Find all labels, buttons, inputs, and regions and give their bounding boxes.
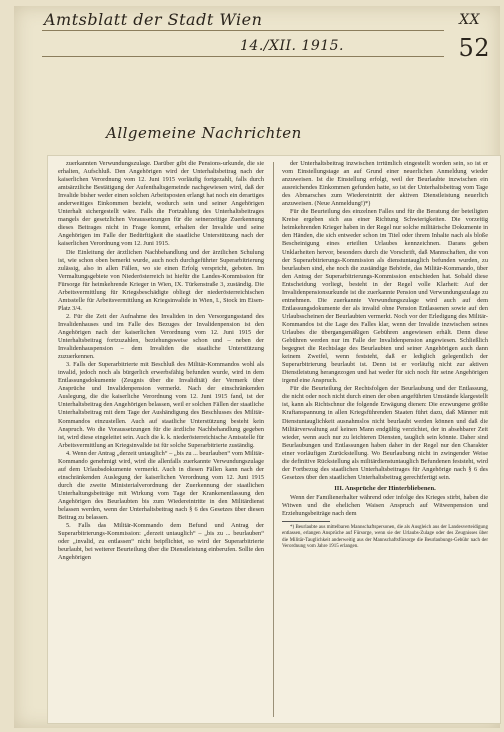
footnote: *) Beurlaubte aus mittelbaren Mannschaftspersonen, die als Ausgleich aus der Landesverteidigung entlassen, erlangen Ansprüche auf Fürsorge, wenn sie der Urlaubs-Zulage oder des Zeugnisses über die Militär-Tauglichkeit anderweitig aus der Mannschaftsfürsorge die Beurlaubungs-Gebühr nach der Verordnung vom Jahre 1915 erlangen. — [282, 525, 488, 549]
paragraph: 4. Wenn der Antrag „derzeit untauglich“ – „bis zu ... beurlauben“ vom Militär-Kommando genehmigt wird, wird die allenfalls zuerkannte Verwundungszulage auf dem Urlaubsdokumente vermerkt. Auch in diesen Fällen kann nach der einschränkenden Auslegung der kaiserlichen Verordnung vom 12. Juni 1915 durch die zweite Ministerialverordnung der Zuerkennung der staatlichen Unterhaltungsbeiträge mit Wirkung vom Tage der Krankenentlassung den Angehörigen des Beurlaubten bis zum Wiedereintritte in den Militärdienst belassen werden, wenn der Unterhaltsbeitrag nach § 6 des Gesetzes über diesen Beitrag zu belassen. — [58, 449, 264, 522]
date-underline — [42, 56, 444, 57]
paragraph: Wenn der Familienerhalter während oder infolge des Krieges stirbt, haben die Witwen und die ehelichen Waisen Anspruch auf Witwenpension und Erziehungsbeiträge nach dem — [282, 493, 488, 518]
clipping-left-column — [58, 160, 264, 562]
handwritten-corner-mark: XX — [459, 12, 480, 28]
paragraph: zuerkannten Verwundungszulage. Darüber gibt die Pensions-urkunde, die sie erhalten, Aufschluß. Den Angehörigen wird der Unterhaltsbeitrag nach der kaiserlichen Verordnung vom 12. Juni 1915 vorläufig fortgezahlt, falls durch amtsärztliche Bestätigung der Aufenthaltsgemeinde nachgewiesen wird, daß der Invalide bisher weder einen solchen Arbeitsposten erlangt hat noch ein derartiges anderweitiges Einkommen bezieht, wodurch sein und seiner Angehörigen Unterhalt sichergestellt wäre. Falls die Fortzahlung des Unterhaltsbeitrages mangels der gesetzlichen Voraussetzungen für die seinerzeitige Zuerkennung dieses Beitrages nicht in Frage kommt, erhalten der Invalide und seine Angehörigen im Falle der Bedürftigkeit die staatliche Unterstützung nach der kaiserlichen Verordnung vom 12. Juni 1915. — [58, 160, 264, 248]
paragraph: 2. Für die Zeit der Aufnahme des Invaliden in den Versorgungsstand des Invalidenhauses und im Falle des Bezuges der Invalidenpension ist den Angehörigen nach der kaiserlichen Verordnung vom 12. Juni 1915 der Unterhaltsbeitrag fortzuzahlen, beziehungsweise schon und – neben der Invalidenhauspension – dem Invaliden die staatliche Unterstützung zuzuerkennen. — [58, 312, 264, 361]
section-heading: III. Ansprüche der Hinterbliebenen. — [334, 484, 436, 492]
handwritten-page-number: 52 — [458, 34, 490, 62]
paragraph: Die Einleitung der ärztlichen Nachbehandlung und der ärztlichen Schulung ist, wie schon oben bemerkt wurde, auch noch durchgeführter Superarbitrierung zulässig, also in allen Fällen, wo sie einen Erfolg verspricht, geboten. Im Vermaltungsgebiete von Niederösterreich ist hiefür die Landes-Kommission für Fürsorge für heimkehrende Krieger in Wien, IX. Türkenstraße 3, zuständig. Die Arbeitsvermittlung für Kriegsbeschädigte obliegt der niederösterreichischen Amtsstelle für Arbeitsvermittlung an Kriegsinvalide in Wien, I., Stock im Eisen-Platz 3/4. — [58, 248, 264, 312]
paragraph: 5. Falls das Militär-Kommando dem Befund und Antrag der Superarbitrierungs-Kommission: „derzeit untauglich“ – „bis zu ... beurlauben“ oder „invalid, zu entlassen“ nicht beipflichtet, so wird der Superarbitrierte beurlaubt, bei weiterer Beurteilung über die Dienstleistung einberufen. Sollte den Angehörigen — [58, 522, 264, 562]
handwritten-title: Amtsblatt der Stadt Wien — [44, 10, 263, 29]
paragraph: 3. Falls der Superarbitrierte mit Beschluß des Militär-Kommandos wohl als invalid, jedoch noch als bürgerlich erwerbsfähig befunden wurde, wird in dem Entlassungsdokumente (Zeugnis über die Invalidität) der Vermerk über Ansprüche und Invalidenpension vermerkt. Nach der einschränkenden Auslegung, die die kaiserliche Verordnung vom 12. Juni 1915 fand, ist der Unterhaltsbeitrag den Angehörigen belassen, weil er solchen Fällen der staatliche Unterhaltsbeitrag mit dem Tage der Aushändigung des Beschlusses des Militär-Kommandos einzustellen. Auch auf staatliche Unterstützung besteht kein Anspruch. Wo die Voraussetzungen für die ärztliche Nachbehandlung gegeben ist, wird diese eingeleitet sein. Auch die k. k. niederösterreichische Amtsstelle für Arbeitsvermittlung an Kriegsinvalide ist für solche Superarbitrierte zuständig. — [58, 361, 264, 449]
footnote-separator — [282, 521, 330, 522]
handwritten-topic: Allgemeine Nachrichten — [106, 124, 302, 142]
paragraph: der Unterhaltsbeitrag inzwischen irrtümlich eingestellt worden sein, so ist er vom Einstellungstage an auf Grund einer neuerlichen Anmeldung wieder anzuweisen. Ist die Einstellung erfolgt, weil der Beurlaubte inzwischen ein ausreichendes Einkommen gefunden hatte, so ist der Unterhaltsbeitrag vom Tage des Abmarsches zum Wiedereintritt der aktiven Dienstleistung neuerlich anzuweisen. (Neue Anmeldung!)*) — [282, 160, 488, 208]
clipping-right-column — [282, 160, 488, 550]
column-divider — [273, 162, 274, 717]
newspaper-clipping — [47, 155, 501, 724]
title-underline — [42, 30, 444, 31]
paragraph: Für die Beurteilung des einzelnen Falles und für die Beratung der beteiligten Kreise ergeben sich aus einer Richtung Schwierigkeiten. Die vorzeitig heimkehrenden Krieger haben in der Regel nur solche militärische Dokumente in den Händen, die sich entweder schon im Titel oder ihrem Inhalte nach als bloße Bescheinigung eines erteilten Urlaubes kennzeichnen. Darans geben Unklarheiten hervor, besonders durch die Vorschrift, daß Mannschaften, die von der Superarbitrierungs-Kommission als dienstuntauglich befunden wurden, zu beurlauben sind, ehe noch die zuständige Behörde, das Militär-Kommando, über den Antrag der Superarbitrierungs-Kommission entschieden hat. Sobald diese Entscheidung vorliegt, besteht in der Regel volle Klarheit: Auf der Invalidenpensionsurkunde ist die zuerkannte Pension und Verwundungszulage zu entnehmen. Die zuerkannte Verwundungszulage wird auch auf dem Entlassungsdokumente der als invalid ohne Pension Entlassenen sowie auf den Urlaubsscheinen der Beurlaubten vermerkt. Noch vor der Erledigung des Militär-Kommandos ist die Lage des Falles klar, wenn der Invalide inzwischen seines Urlaubes die übergangsmäßigen Gebühren angewiesen erhält. Denn diese Gebühren werden nur im Falle der Invalidenpension angewiesen. Schließlich begegnet die Rechtslage des Beurlaubten und seiner Angehörigen auch dann keinem Zweifel, wenn feststeht, daß er lediglich gelegentlich der Superarbitrierung beurlaubt ist. Denn ist er vorläufig nicht zur aktiven Dienstleistung herangezogen und hat weder für sich noch für seine Angehörigen irgend eine Anspruch. — [282, 208, 488, 385]
handwritten-date: 14./XII. 1915. — [240, 38, 344, 54]
paragraph: Für die Beurteilung der Rechtsfolgen der Beurlaubung und der Entlassung, die nicht oder noch nicht durch einen der oben angeführten Umstände klargestellt ist, kann als Richtschnur die folgende Erwägung dienen: Die erzwungene größte Kraftanspannung in allen Kriegsführenden Staaten führt dazu, daß Männer mit Dienstuntauglichkeit ausnahmslos nicht beurlaubt werden können und daß die Militärverwaltung auf keinen Mann endgültig verzichtet, der in absehbarer Zeit wieder, wenn auch nur zu leichteren Diensten, tauglich sein könnte. Daher sind Beurlaubungen und Entlassungen haben daher in der Regel nur den Charakter einer vorläufigen Zurückstellung. Wo Beurlaubung nicht in zwingender Weise die definitive Rückstellung als militärdienstuntauglich Befundenen feststeht, wird der Fortbezug des staatlichen Unterhaltsbeitrages für Angehörige nach § 6 des Gesetzes über den staatlichen Unterhaltsbeitrag gerechtfertigt sein. — [282, 385, 489, 481]
